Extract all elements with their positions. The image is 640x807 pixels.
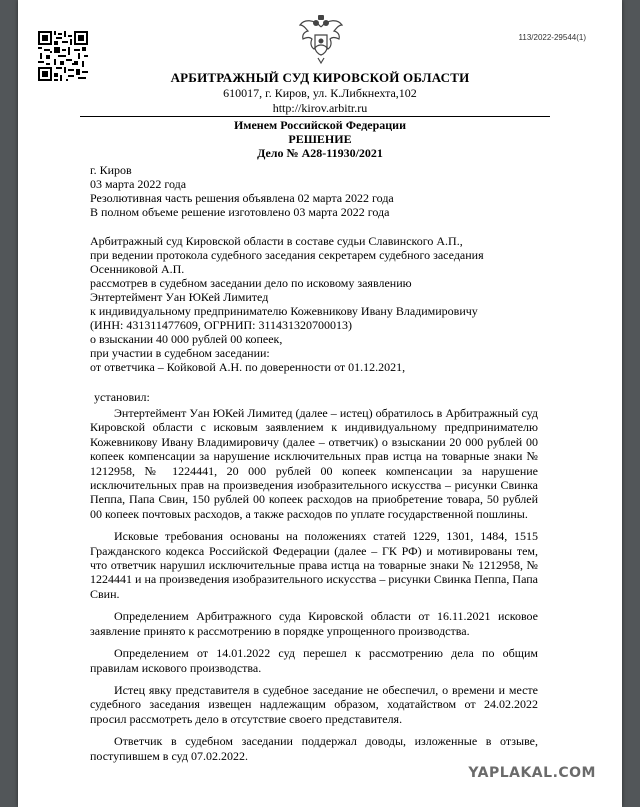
court-address: 610017, г. Киров, ул. К.Либкнехта,102 (223, 86, 417, 100)
intro-line: рассмотрев в судебном заседании дело по исковому заявлению (90, 276, 412, 290)
document-number: 113/2022-29544(1) (518, 33, 586, 42)
decision-heading: РЕШЕНИЕ (288, 132, 352, 146)
coat-of-arms-icon (296, 13, 346, 65)
intro-line: при участии в судебном заседании: (90, 346, 270, 360)
established-label: установил: (94, 390, 150, 404)
meta-date: 03 марта 2022 года (90, 177, 187, 191)
in-the-name-heading: Именем Российской Федерации (233, 118, 407, 132)
body-paragraph: Определением Арбитражного суда Кировской области от 16.11.2021 исковое заявление принято к рассмотрению в порядке упрощенного производства. (90, 609, 538, 638)
intro-line: от ответчика – Койковой А.Н. по доверенности от 01.12.2021, (90, 360, 406, 374)
header-divider (80, 116, 550, 117)
watermark: YAPLAKAL.COM (468, 765, 596, 781)
body-paragraph: Ответчик в судебном заседании поддержал доводы, изложенные в отзыве, поступившем в суд 07.02.2022. (90, 734, 538, 763)
body-paragraph: Исковые требования основаны на положениях статей 1229, 1301, 1484, 1515 Гражданского кодекса Российской Федерации (далее – ГК РФ) и мотивированы тем, что ответчик нарушил исключительные права истца на товарные знаки № 1212958, № 1224441 и на произведения изобразительного искусства – рисунки Свинка Пеппа, Папа Свин. (90, 529, 538, 601)
decision-body (90, 406, 538, 771)
intro-line: Арбитражный суд Кировской области в составе судьи Славинского А.П., (90, 234, 463, 248)
intro-line: Энтертеймент Уан ЮКей Лимитед (90, 290, 269, 304)
body-paragraph: Энтертеймент Уан ЮКей Лимитед (далее – истец) обратилось в Арбитражный суд Кировской области с исковым заявлением к индивидуальному предпринимателю Кожевникову Ивану Владимировичу (далее – ответчик) о взыскании 20 000 рублей 00 копеек компенсации за нарушение исключительных прав истца на товарные знаки № 1212958, № 1224441, 20 000 рублей 00 копеек компенсации за нарушение исключительных прав на произведения изобразительного искусства – рисунки Свинка Пеппа, Папа Свин, 150 рублей 00 копеек расходов на приобретение товара, 50 рублей 00 копеек почтовых расходов, а также расходов по уплате государственной пошлины. (90, 406, 538, 521)
intro-line: к индивидуальному предпринимателю Кожевникову Ивану Владимировичу (90, 304, 478, 318)
intro-line: (ИНН: 431311477609, ОГРНИП: 311431320700013) (90, 318, 353, 332)
meta-full-decision-date: В полном объеме решение изготовлено 03 марта 2022 года (90, 205, 390, 219)
court-website: http://kirov.arbitr.ru (272, 101, 368, 115)
body-paragraph: Истец явку представителя в судебное заседание не обеспечил, о времени и месте судебного заседания извещен надлежащим образом, ходатайством от 24.02.2022 просил рассмотреть дело в отсутствие своего представителя. (90, 682, 538, 726)
court-name: АРБИТРАЖНЫЙ СУД КИРОВСКОЙ ОБЛАСТИ (170, 70, 470, 85)
meta-city: г. Киров (90, 163, 132, 177)
intro-line: о взыскании 40 000 рублей 00 копеек, (90, 332, 283, 346)
document-page (18, 0, 622, 807)
body-paragraph: Определением от 14.01.2022 суд перешел к рассмотрению дела по общим правилам искового производства. (90, 646, 538, 675)
case-number: Дело № А28-11930/2021 (257, 146, 383, 160)
intro-line: Осенниковой А.П. (90, 262, 185, 276)
meta-resolution-date: Резолютивная часть решения объявлена 02 марта 2022 года (90, 191, 394, 205)
intro-line: при ведении протокола судебного заседания секретарем судебного заседания (90, 248, 484, 262)
